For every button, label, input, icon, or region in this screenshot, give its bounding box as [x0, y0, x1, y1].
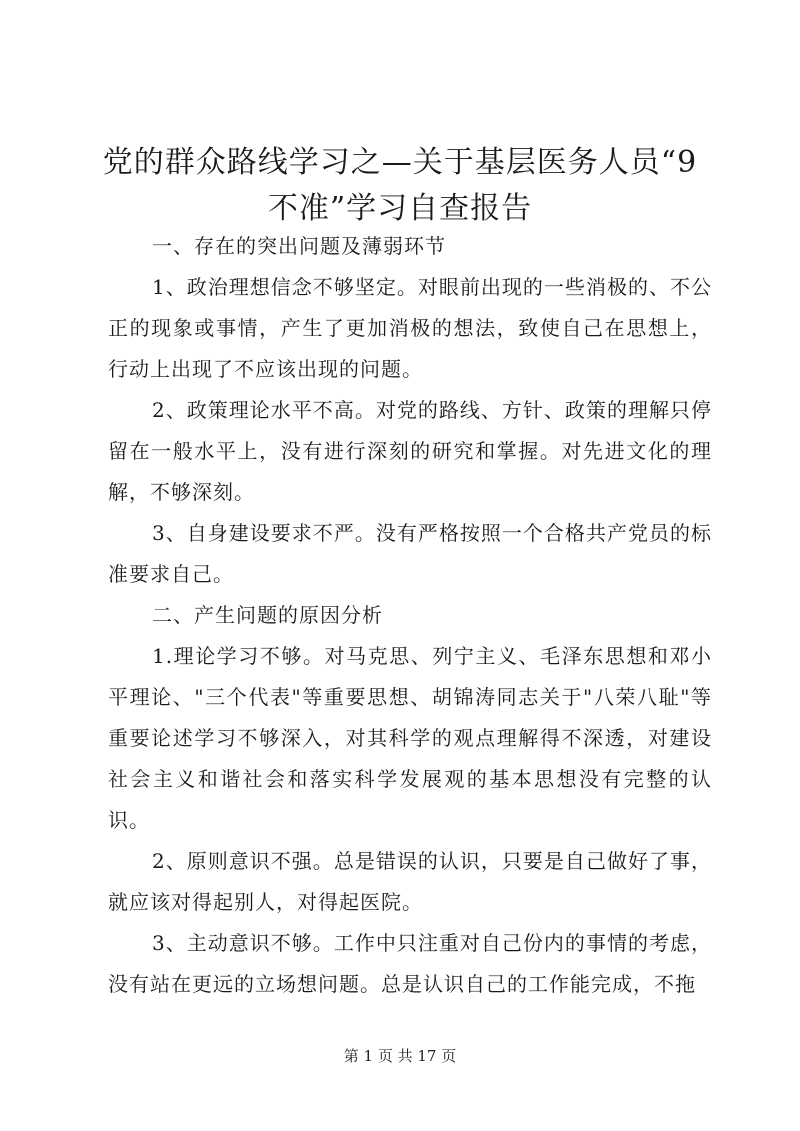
paragraph: 2、政策理论水平不高。对党的路线、方针、政策的理解只停留在一般水平上，没有进行深刻的研究和掌握。对先进文化的理解，不够深刻。 — [108, 398, 712, 504]
document-title — [90, 140, 710, 232]
section-heading: 二、产生问题的原因分析 — [152, 603, 383, 627]
page-indicator: 第 1 页 共 17 页 — [343, 1047, 457, 1065]
paragraph: 3、主动意识不够。工作中只注重对自己份内的事情的考虑，没有站在更远的立场想问题。总是认识自己的工作能完成，不拖 — [108, 931, 712, 996]
page-footer — [0, 1046, 800, 1066]
title-line-2: 不准”学习自查报告 — [267, 191, 533, 226]
paragraph: 1、政治理想信念不够坚定。对眼前出现的一些消极的、不公正的现象或事情，产生了更加消极的想法，致使自己在思想上，行动上出现了不应该出现的问题。 — [108, 275, 712, 381]
section-heading: 一、存在的突出问题及薄弱环节 — [152, 234, 446, 258]
document-body — [108, 226, 712, 1005]
paragraph: 1.理论学习不够。对马克思、列宁主义、毛泽东思想和邓小平理论、"三个代表"等重要思想、胡锦涛同志关于"八荣八耻"等重要论述学习不够深入，对其科学的观点理解得不深透，对建设社会主义和谐社会和落实科学发展观的基本思想没有完整的认识。 — [108, 644, 712, 832]
title-line-1: 党的群众路线学习之—关于基层医务人员“9 — [102, 145, 698, 180]
paragraph: 3、自身建设要求不严。没有严格按照一个合格共产党员的标准要求自己。 — [108, 521, 712, 586]
paragraph: 2、原则意识不强。总是错误的认识，只要是自己做好了事，就应该对得起别人，对得起医院。 — [108, 849, 712, 914]
